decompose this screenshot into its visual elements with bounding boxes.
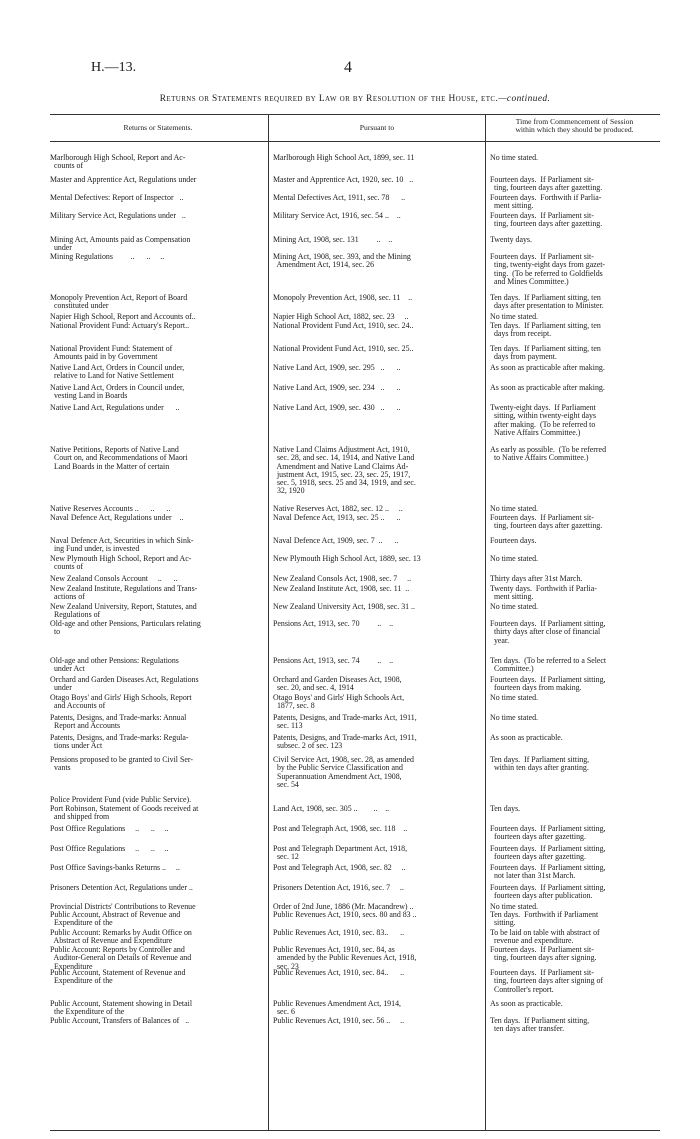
row-9-time: Ten days. If Parliament sitting, ten days from payment. [490,344,601,362]
row-26-returns: Patents, Designs, and Trade-marks: Regula- tions under Act [50,733,189,751]
row-34-time: No time stated. [490,902,538,911]
row-40-time: Ten days. If Parliament sitting, ten days after transfer. [490,1016,590,1034]
row-13-pursuant: Native Land Claims Adjustment Act, 1910, sec. 28, and sec. 14, 1914, and Native Land Amendment and Native Land Claims Ad- justment Act, 1915, sec. 23, sec. 25, 1917, sec. 5, 1918, secs. 25 and 34, 1919, and sec. 32, 1920 [273,445,416,496]
row-35-time: Ten days. Forthwith if Parliament sitting. [490,910,599,928]
column-divider-2 [485,114,486,1130]
column-header-returns: Returns or Statements. [123,123,193,132]
row-36-time: To be laid on table with abstract of revenue and expenditure. [490,928,600,946]
row-11-pursuant: Native Land Act, 1909, sec. 234 .. .. [273,383,401,392]
row-16-time: Fourteen days. [490,536,537,545]
row-19-time: Twenty days. Forthwith if Parlia- ment sitting. [490,584,597,602]
row-19-returns: New Zealand Institute, Regulations and Trans- actions of [50,584,198,602]
row-5-time: Fourteen days. If Parliament sit- ting, twenty-eight days from gazet- ting. (To be referred to Goldfields and Mines Committee.) [490,252,606,286]
row-24-pursuant: Otago Boys' and Girls' High Schools Act, 1877, sec. 8 [273,693,405,711]
row-26-time: As soon as practicable. [490,733,563,742]
row-8-time: Ten days. If Parliament sitting, ten days from receipt. [490,321,601,339]
row-21-pursuant: Pensions Act, 1913, sec. 70 .. .. [273,619,394,628]
row-31-time: Fourteen days. If Parliament sitting, fourteen days after gazetting. [490,844,606,862]
row-38-returns: Public Account, Statement of Revenue and Expenditure of the [50,968,186,986]
row-26-pursuant: Patents, Designs, and Trade-marks Act, 1911, subsec. 2 of sec. 123 [273,733,417,751]
row-30-pursuant: Post and Telegraph Act, 1908, sec. 118 .. [273,824,408,833]
page-number: 4 [344,59,352,76]
row-3-time: Fourteen days. If Parliament sit- ting, fourteen days after gazetting. [490,211,603,229]
row-24-returns: Otago Boys' and Girls' High Schools, Report and Accounts of [50,693,192,711]
row-11-time: As soon as practicable after making. [490,383,605,392]
row-32-time: Fourteen days. If Parliament sitting, not later than 31st March. [490,863,606,881]
header-bottom-rule [50,141,660,142]
table-bottom-rule [50,1130,660,1131]
row-33-pursuant: Prisoners Detention Act, 1916, sec. 7 .. [273,883,404,892]
row-3-returns: Military Service Act, Regulations under .. [50,211,186,220]
row-38-time: Fourteen days. If Parliament sit- ting, fourteen days after signing of Controller's report. [490,968,604,994]
row-27-time: Ten days. If Parliament sitting, within ten days after granting. [490,755,590,773]
column-header-time: Time from Commencement of Session within which they should be produced. [515,117,634,135]
row-25-pursuant: Patents, Designs, and Trade-marks Act, 1911, sec. 113 [273,713,417,731]
row-18-pursuant: New Zealand Consols Act, 1908, sec. 7 .. [273,574,412,583]
row-5-pursuant: Mining Act, 1908, sec. 393, and the Mining Amendment Act, 1914, sec. 26 [273,252,411,270]
row-34-pursuant: Order of 2nd June, 1886 (Mr. Macandrew) .. [273,902,414,911]
row-29-time: Ten days. [490,804,521,813]
row-25-time: No time stated. [490,713,538,722]
row-12-pursuant: Native Land Act, 1909, sec. 430 .. .. [273,403,401,412]
row-8-pursuant: National Provident Fund Act, 1910, sec. 24.. [273,321,414,330]
row-1-pursuant: Master and Apprentice Act, 1920, sec. 10 .. [273,175,414,184]
row-22-time: Ten days. (To be referred to a Select Committee.) [490,656,607,674]
row-14-pursuant: Native Reserves Act, 1882, sec. 12 .. .. [273,504,403,513]
row-22-pursuant: Pensions Act, 1913, sec. 74 .. .. [273,656,394,665]
row-35-pursuant: Public Revenues Act, 1910, secs. 80 and 83 .. [273,910,417,919]
row-40-pursuant: Public Revenues Act, 1910, sec. 56 .. .. [273,1016,405,1025]
row-17-pursuant: New Plymouth High School Act, 1889, sec. 13 [273,554,421,563]
row-20-time: No time stated. [490,602,538,611]
row-22-returns: Old-age and other Pensions: Regulations under Act [50,656,179,674]
row-23-pursuant: Orchard and Garden Diseases Act, 1908, sec. 20, and sec. 4, 1914 [273,675,402,693]
row-6-returns: Monopoly Prevention Act, Report of Board constituted under [50,293,188,311]
row-7-pursuant: Napier High School Act, 1882, sec. 23 .. [273,312,409,321]
row-12-time: Twenty-eight days. If Parliament sitting, within twenty-eight days after making. (To be referred to Native Affairs Committee.) [490,403,597,437]
row-35-returns: Public Account, Abstract of Revenue and Expenditure of the [50,910,181,928]
row-29-pursuant: Land Act, 1908, sec. 305 .. .. .. [273,804,390,813]
row-28-returns: Police Provident Fund (vide Public Service). [50,795,192,804]
row-31-pursuant: Post and Telegraph Department Act, 1918, sec. 12 [273,844,408,862]
row-10-time: As soon as practicable after making. [490,363,605,372]
row-27-pursuant: Civil Service Act, 1908, sec. 28, as amended by the Public Service Classification and Superannuation Amendment Act, 1908, sec. 54 [273,755,414,789]
row-13-time: As early as possible. (To be referred to Native Affairs Committee.) [490,445,607,463]
row-0-returns: Marlborough High School, Report and Ac- counts of [50,153,186,171]
column-divider-1 [268,114,269,1130]
row-5-returns: Mining Regulations .. .. .. [50,252,165,261]
row-7-returns: Napier High School, Report and Accounts of.. [50,312,196,321]
row-17-time: No time stated. [490,554,538,563]
row-7-time: No time stated. [490,312,538,321]
row-6-pursuant: Monopoly Prevention Act, 1908, sec. 11 .. [273,293,413,302]
row-25-returns: Patents, Designs, and Trade-marks: Annual Report and Accounts [50,713,187,731]
row-11-returns: Native Land Act, Orders in Council under, vesting Land in Boards [50,383,185,401]
row-15-time: Fourteen days. If Parliament sit- ting, fourteen days after gazetting. [490,513,603,531]
row-3-pursuant: Military Service Act, 1916, sec. 54 .. .. [273,211,401,220]
row-30-returns: Post Office Regulations .. .. .. [50,824,169,833]
row-36-returns: Public Account: Remarks by Audit Office on Abstract of Revenue and Expenditure [50,928,192,946]
row-33-returns: Prisoners Detention Act, Regulations under .. [50,883,193,892]
row-32-returns: Post Office Savings-banks Returns .. .. [50,863,180,872]
row-4-pursuant: Mining Act, 1908, sec. 131 .. .. [273,235,393,244]
row-37-time: Fourteen days. If Parliament sit- ting, fourteen days after signing. [490,945,597,963]
row-0-pursuant: Marlborough High School Act, 1899, sec. 11 [273,153,415,162]
row-18-time: Thirty days after 31st March. [490,574,583,583]
row-14-returns: Native Reserves Accounts .. .. .. [50,504,171,513]
row-13-returns: Native Petitions, Reports of Native Land Court on, and Recommendations of Maori Land Boards in the Matter of certain [50,445,188,471]
row-9-pursuant: National Provident Fund Act, 1910, sec. 25.. [273,344,414,353]
row-24-time: No time stated. [490,693,538,702]
column-header-pursuant: Pursuant to [359,123,395,132]
row-37-returns: Public Account: Reports by Controller and Auditor-General on Details of Revenue and Expenditure [50,945,192,971]
table-title-suffix: —continued. [498,94,551,104]
row-16-returns: Naval Defence Act, Securities in which Sink- ing Fund under, is invested [50,536,194,554]
row-2-time: Fourteen days. Forthwith if Parlia- ment sitting. [490,193,602,211]
row-17-returns: New Plymouth High School, Report and Ac- counts of [50,554,192,572]
row-29-returns: Port Robinson, Statement of Goods received at and shipped from [50,804,199,822]
row-1-time: Fourteen days. If Parliament sit- ting, fourteen days after gazetting. [490,175,603,193]
document-reference: H.—13. [91,60,137,75]
row-4-returns: Mining Act, Amounts paid as Compensation under [50,235,191,253]
row-23-time: Fourteen days. If Parliament sitting, fourteen days from making. [490,675,606,693]
row-18-returns: New Zealand Consols Account .. .. [50,574,178,583]
row-1-returns: Master and Apprentice Act, Regulations under [50,175,197,184]
row-2-pursuant: Mental Defectives Act, 1911, sec. 78 .. [273,193,406,202]
row-20-pursuant: New Zealand University Act, 1908, sec. 31 .. [273,602,415,611]
table-title [50,94,660,104]
row-10-pursuant: Native Land Act, 1909, sec. 295 .. .. [273,363,401,372]
row-4-time: Twenty days. [490,235,532,244]
row-14-time: No time stated. [490,504,538,513]
row-9-returns: National Provident Fund: Statement of Amounts paid in by Government [50,344,173,362]
row-8-returns: National Provident Fund: Actuary's Report.. [50,321,190,330]
table-top-rule [50,114,660,115]
row-34-returns: Provincial Districts' Contributions to Revenue [50,902,196,911]
row-16-pursuant: Naval Defence Act, 1909, sec. 7 .. .. [273,536,399,545]
row-15-pursuant: Naval Defence Act, 1913, sec. 25 .. .. [273,513,401,522]
row-39-pursuant: Public Revenues Amendment Act, 1914, sec. 6 [273,999,401,1017]
row-6-time: Ten days. If Parliament sitting, ten days after presentation to Minister. [490,293,604,311]
row-0-time: No time stated. [490,153,538,162]
row-39-returns: Public Account, Statement showing in Detail the Expenditure of the [50,999,193,1017]
row-23-returns: Orchard and Garden Diseases Act, Regulations under [50,675,199,693]
row-2-returns: Mental Defectives: Report of Inspector .. [50,193,184,202]
table-title-main: Returns or Statements required by Law or by Resolution of the House, etc. [159,94,499,104]
row-12-returns: Native Land Act, Regulations under .. [50,403,180,412]
row-38-pursuant: Public Revenues Act, 1910, sec. 84.. .. [273,968,405,977]
row-21-returns: Old-age and other Pensions, Particulars relating to [50,619,201,637]
row-39-time: As soon as practicable. [490,999,563,1008]
row-30-time: Fourteen days. If Parliament sitting, fourteen days after gazetting. [490,824,606,842]
row-15-returns: Naval Defence Act, Regulations under .. [50,513,184,522]
row-33-time: Fourteen days. If Parliament sitting, fourteen days after publication. [490,883,606,901]
row-21-time: Fourteen days. If Parliament sitting, thirty days after close of financial year. [490,619,606,645]
row-32-pursuant: Post and Telegraph Act, 1908, sec. 82 .. [273,863,406,872]
row-36-pursuant: Public Revenues Act, 1910, sec. 83.. .. [273,928,405,937]
row-37-pursuant: Public Revenues Act, 1910, sec. 84, as amended by the Public Revenues Act, 1918, sec. 23 [273,945,417,971]
row-40-returns: Public Account, Transfers of Balances of .. [50,1016,190,1025]
row-31-returns: Post Office Regulations .. .. .. [50,844,169,853]
row-20-returns: New Zealand University, Report, Statutes, and Regulations of [50,602,197,620]
row-19-pursuant: New Zealand Institute Act, 1908, sec. 11 .. [273,584,410,593]
row-27-returns: Pensions proposed to be granted to Civil Ser- vants [50,755,193,773]
row-10-returns: Native Land Act, Orders in Council under, relative to Land for Native Settlement [50,363,185,381]
